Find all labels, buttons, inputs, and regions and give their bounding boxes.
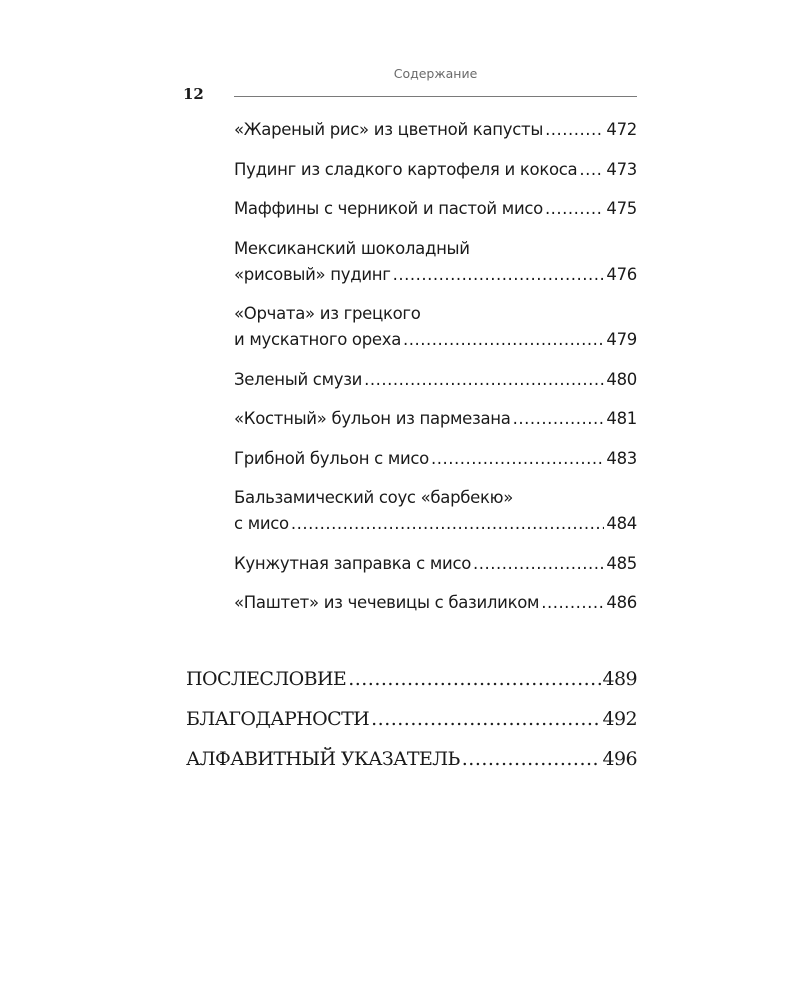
backmatter-entry — [186, 740, 637, 778]
dot-leader — [364, 367, 604, 393]
toc-entry-title-line2: и мускатного ореха — [234, 330, 402, 349]
toc-entry-title: «Жареный рис» из цветной капусты — [234, 120, 544, 139]
toc-entry-title: Зеленый смузи — [234, 369, 363, 389]
dot-leader — [431, 446, 604, 472]
backmatter-entry — [186, 660, 637, 698]
backmatter-entry — [186, 700, 637, 738]
dot-leader — [545, 117, 604, 143]
toc-entry-page: 475 — [606, 199, 637, 218]
toc-entry — [234, 236, 637, 288]
toc-list — [234, 117, 637, 630]
toc-entry-title-line1: Бальзамический соус «барбекю» — [234, 488, 514, 507]
backmatter-title: АЛФАВИТНЫЙ УКАЗАТЕЛЬ — [186, 748, 460, 770]
toc-entry-title: Маффины с черникой и пастой мисо — [234, 199, 543, 218]
dot-leader — [545, 196, 604, 222]
backmatter-page: 496 — [602, 748, 637, 770]
dot-leader — [348, 660, 600, 698]
dot-leader — [393, 262, 605, 288]
header-rule — [234, 96, 637, 97]
toc-entry-page: 472 — [606, 120, 637, 139]
toc-entry-page: 476 — [606, 264, 637, 284]
toc-entry-page: 479 — [606, 330, 637, 349]
toc-entry — [234, 157, 637, 183]
backmatter-title: БЛАГОДАРНОСТИ — [186, 708, 370, 730]
running-head: Содержание — [393, 66, 478, 81]
dot-leader — [579, 157, 604, 183]
toc-entry-title: «Костный» бульон из пармезана — [234, 409, 511, 428]
toc-entry-page: 486 — [606, 593, 637, 612]
toc-entry-title-line1: «Орчата» из грецкого — [234, 304, 421, 323]
toc-entry-title: Пудинг из сладкого картофеля и кокоса — [234, 159, 578, 179]
backmatter-page: 492 — [602, 708, 637, 730]
dot-leader — [403, 327, 604, 353]
toc-entry — [234, 485, 637, 537]
toc-entry-title-line1: Мексиканский шоколадный — [234, 238, 470, 258]
dot-leader — [371, 700, 600, 738]
dot-leader — [291, 511, 605, 537]
toc-entry-page: 484 — [606, 514, 637, 533]
toc-entry — [234, 551, 637, 577]
toc-entry — [234, 367, 637, 393]
toc-entry — [234, 117, 637, 143]
toc-entry-title-line2: с мисо — [234, 514, 289, 533]
dot-leader — [541, 590, 604, 616]
toc-entry-page: 485 — [606, 553, 637, 573]
toc-entry-page: 483 — [606, 448, 637, 468]
toc-entry-title-line2: «рисовый» пудинг — [234, 264, 391, 284]
toc-entry-title: «Паштет» из чечевицы с базиликом — [234, 593, 540, 612]
dot-leader — [473, 551, 604, 577]
toc-entry-page: 481 — [606, 409, 637, 428]
backmatter-list — [186, 660, 637, 780]
toc-entry — [234, 196, 637, 222]
toc-entry — [234, 301, 637, 353]
backmatter-title: ПОСЛЕСЛОВИЕ — [186, 668, 347, 690]
dot-leader — [462, 740, 601, 778]
toc-entry — [234, 590, 637, 616]
toc-entry-page: 473 — [606, 159, 637, 179]
toc-entry — [234, 446, 637, 472]
toc-entry-page: 480 — [606, 369, 637, 389]
backmatter-page: 489 — [602, 668, 637, 690]
toc-entry — [234, 406, 637, 432]
toc-entry-title: Грибной бульон с мисо — [234, 448, 429, 468]
toc-entry-title: Кунжутная заправка с мисо — [234, 553, 472, 573]
dot-leader — [513, 406, 605, 432]
page-number: 12 — [183, 85, 204, 103]
